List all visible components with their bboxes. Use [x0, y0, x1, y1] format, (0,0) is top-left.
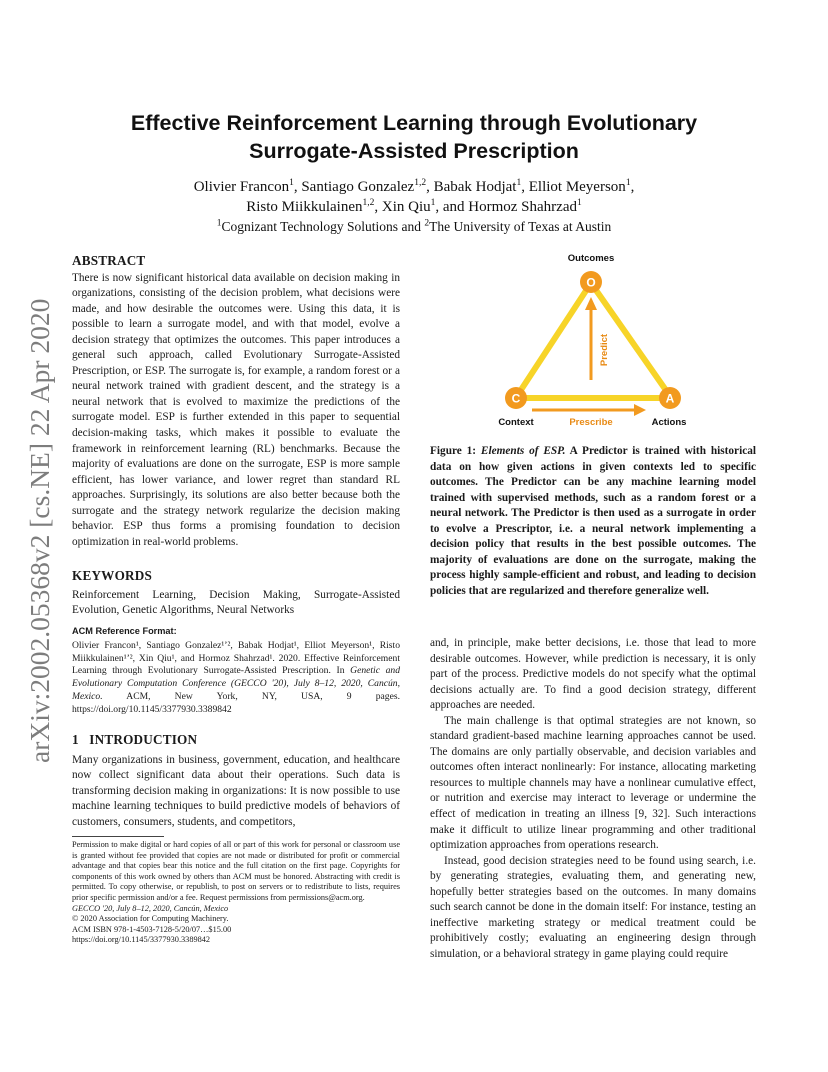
acm-reference-text	[72, 640, 400, 717]
author-name: Santiago Gonzalez	[301, 179, 415, 195]
context-node-letter: C	[511, 391, 521, 406]
author-name: Hormoz Shahrzad	[468, 199, 577, 215]
caption-label: Figure 1:	[430, 445, 477, 457]
triangle-edge-left	[517, 283, 591, 396]
affiliation-conjunction: and	[401, 219, 421, 234]
footnote-divider	[72, 836, 164, 837]
acm-reference-section	[72, 625, 400, 717]
author-affiliation-mark: 1,2	[414, 178, 427, 188]
title-line-2: Surrogate-Assisted Prescription	[249, 139, 579, 163]
conference-name: GECCO '20, July 8–12, 2020, Cancún, Mexico	[72, 903, 229, 913]
author-conjunction: and	[442, 199, 465, 215]
author-affiliation-mark: 1	[430, 198, 436, 208]
esp-diagram	[494, 250, 694, 430]
abstract-heading: ABSTRACT	[72, 253, 146, 268]
introduction-heading	[72, 732, 400, 748]
affiliation-mark: 1	[216, 218, 222, 229]
acm-reference-rest: ACM, New York, NY, USA, 9 pages. https://doi.org/10.1145/3377930.3389842	[72, 690, 400, 715]
paper-title	[100, 109, 728, 165]
keywords-text: Reinforcement Learning, Decision Making, Surrogate-Assisted Evolution, Genetic Algorithms, Neural Networks	[72, 588, 400, 617]
author-affiliation-mark: 1	[625, 178, 631, 188]
author-line-2: Risto Miikkulainen$^{1,2}$, Xin Qiu$^1$, and Hormoz Shahrzad$^1$	[246, 198, 582, 215]
introduction-text: Many organizations in business, government, education, and healthcare now collect significant data about their operations. Such data is transforming decision making in organizations: It is now possible to use machine learning techniques to build predictive models of behaviors of customers, consumers, students, and competitors,	[72, 753, 400, 828]
title-line-1: Effective Reinforcement Learning through Evolutionary	[130, 111, 698, 135]
copyright-notice: © 2020 Association for Computing Machinery.	[72, 914, 229, 924]
actions-label: Actions	[651, 417, 687, 428]
introduction-section	[72, 732, 400, 830]
footnote	[72, 840, 400, 946]
right-column-text	[430, 636, 756, 962]
affiliation-2: The University of Texas at Austin	[429, 219, 612, 234]
keywords-section	[72, 568, 400, 619]
outcomes-label: Outcomes	[567, 253, 615, 264]
paragraph: Instead, good decision strategies need to be found using search, i.e. by generating strategies, evaluating them, and generating new, hopefully better strategies based on the outcomes. In many domains such search cannot be done in the domain itself: For instance, testing an ineffective marketing strategy or medical treatment could be prohibitively costly; evaluating an engineering design through simulation, or a behavioral strategy in game playing could require	[430, 854, 756, 960]
affiliation-mark: 2	[424, 218, 430, 229]
section-number: 1	[72, 732, 79, 747]
keywords-heading: KEYWORDS	[72, 568, 153, 583]
paragraph: and, in principle, make better decisions, i.e. those that lead to more desirable outcomes. However, while prediction is necessary, it is only part of the process. Predictive models do not specify what the optimal decisions actually are. To find a good decision strategy, different approaches are needed.	[430, 637, 756, 712]
author-line-1: Olivier Francon$^1$, Santiago Gonzalez$^{1,2}$, Babak Hodjat$^1$, Elliot Meyerson$^1$,	[193, 178, 635, 195]
author-name: Olivier Francon	[193, 179, 290, 195]
caption-title: Elements of ESP.	[480, 445, 566, 457]
author-affiliation-mark: 1	[577, 198, 582, 208]
doi-link[interactable]: https://doi.org/10.1145/3377930.3389842	[72, 935, 211, 945]
author-name: Babak Hodjat	[433, 179, 517, 195]
affiliation-1: Cognizant Technology Solutions	[221, 219, 399, 234]
figure-caption	[430, 444, 756, 599]
affiliations-line	[100, 217, 728, 237]
abstract-section	[72, 253, 400, 550]
context-label: Context	[498, 417, 534, 428]
isbn-info: ACM ISBN 978-1-4503-7128-5/20/07…$15.00	[72, 924, 232, 934]
abstract-text: There is now significant historical data available on decision making in organizations, consisting of the decision problem, what decisions were made, and how desirable the outcomes were. Using this data, it is possible to learn a surrogate model, and with that model, evolve a decision strategy that optimizes the outcomes. This paper introduces a general such approach, called Evolutionary Surrogate-Assisted Prescription, or ESP. The surrogate is, for example, a random forest or a neural network trained with gradient descent, and the strategy is a neural network that is evolved to maximize the predictions of the surrogate model. ESP is further extended in this paper to sequential decision-making tasks, which makes it possible to evaluate the framework in reinforcement learning (RL) benchmarks. Because the majority of evaluations are done on the surrogate, ESP is more sample efficient, has lower variance, and lower regret than standard RL approaches. Surprisingly, its solutions are also better because both the surrogate and the strategy network regularize the decision making behavior. ESP thus forms a promising foundation to decision optimization in real-world problems.	[72, 271, 400, 548]
author-affiliation-mark: 1	[289, 178, 294, 188]
author-block	[100, 177, 728, 237]
actions-node-letter: A	[665, 391, 675, 406]
author-name: Xin Qiu	[381, 199, 431, 215]
arxiv-identifier: arXiv:2002.05368v2 [cs.NE] 22 Apr 2020	[24, 298, 55, 763]
predict-label: Predict	[599, 333, 610, 367]
author-affiliation-mark: 1,2	[362, 198, 375, 208]
author-affiliation-mark: 1	[516, 178, 522, 188]
paragraph: The main challenge is that optimal strategies are not known, so standard gradient-based machine learning approaches cannot be used. The domains are only partially observable, and decision variables and outcomes often interact nonlinearly: For instance, allocating marketing resources to multiple channels may have a nonlinear cumulative effect, or nutrition and exercise may interact to leverage or undermine the effect of medication in treating an illness [9, 32]. Such interactions make it difficult to utilize linear programming and other traditional optimization approaches from operations research.	[430, 714, 756, 852]
section-title: INTRODUCTION	[89, 732, 198, 747]
caption-text: A Predictor is trained with historical data on how given actions in given contexts led to specific outcomes. The Predictor can be any machine learning model trained with supervised methods, such as a random forest or a neural network. The Predictor is then used as a surrogate in order to evolve a Prescriptor, i.e. a neural network implementing a decision policy that results in the best possible outcomes. The majority of evaluations are done on the surrogate, making the process highly sample-efficient and robust, and leading to decision policies that are regularized and therefore generalize well.	[430, 445, 757, 597]
acm-reference-venue: Genetic and Evolutionary Computation Conference (GECCO '20), July 8–12, 2020, Cancún, Mexico.	[72, 665, 400, 702]
predict-arrow-head	[585, 297, 597, 310]
permission-notice: Permission to make digital or hard copies of all or part of this work for personal or classroom use is granted without fee provided that copies are not made or distributed for profit or commercial advantage and that copies bear this notice and the full citation on the first page. Copyrights for components of this work owned by others than ACM must be honored. Abstracting with credit is permitted. To copy otherwise, or republish, to post on servers or to redistribute to lists, requires prior specific permission and/or a fee. Request permissions from permissions@acm.org.	[72, 840, 400, 902]
acm-reference-heading: ACM Reference Format:	[72, 626, 177, 636]
author-name: Risto Miikkulainen	[246, 199, 363, 215]
prescribe-arrow-head	[634, 404, 646, 416]
conference-info	[72, 904, 400, 915]
acm-reference-authors: Olivier Francon¹, Santiago Gonzalez¹ʼ², Babak Hodjat¹, Elliot Meyerson¹, Risto Miikkulainen¹ʼ², Xin Qiu¹, and Hormoz Shahrzad¹. 2020. Effective Reinforcement Learning through Evolutionary Surrogate-Assisted Prescription. In	[72, 639, 400, 677]
prescribe-label: Prescribe	[569, 417, 613, 428]
author-name: Elliot Meyerson	[528, 179, 626, 195]
outcomes-node-letter: O	[586, 275, 596, 290]
